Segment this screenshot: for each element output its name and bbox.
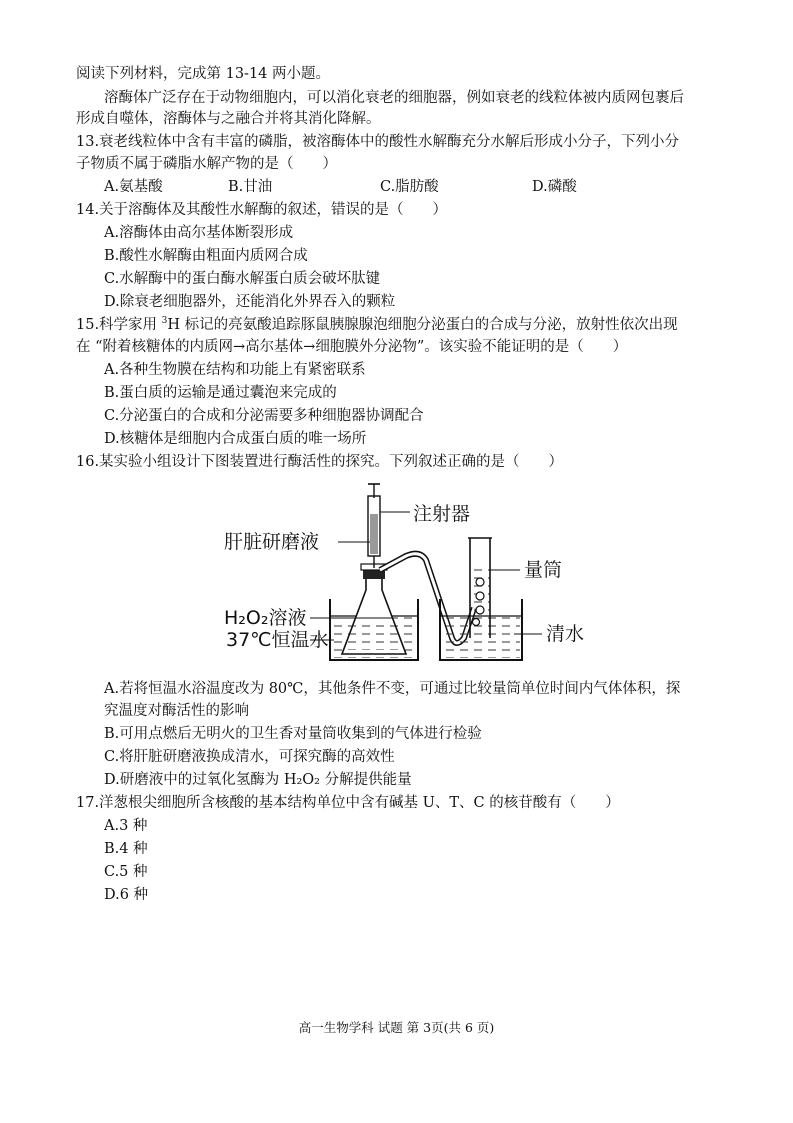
intro-line: 阅读下列材料，完成第 13-14 两小题。 [76,66,331,82]
q15-option-a: A.各种生物膜在结构和功能上有紧密联系 [104,362,366,378]
q14-option-a: A.溶酶体由高尔基体断裂形成 [104,225,294,241]
q17-stem: 17.洋葱根尖细胞所含核酸的基本结构单位中含有碱基 U、T、C 的核苷酸有（ ） [76,795,620,811]
intro-line: 溶酶体广泛存在于动物细胞内，可以消化衰老的细胞器，例如衰老的线粒体被内质网包裹后 [104,90,684,106]
q15-stem: 15.科学家用 $^3$H 标记的亮氨酸追踪豚鼠胰腺腺泡细胞分泌蛋白的合成与分泌，放射性依次出现 [76,316,678,333]
q13-option-c: C.脂肪酸 [380,179,439,195]
q14-option-d: D.除衰老细胞器外，还能消化外界吞入的颗粒 [104,294,396,310]
q16-option-b: B.可用点燃后无明火的卫生香对量筒收集到的气体进行检验 [104,726,482,742]
q17-option-c: C.5 种 [104,864,148,880]
q14-stem: 14.关于溶酶体及其酸性水解酶的叙述，错误的是（ ） [76,202,448,218]
label-water-bath: 37℃恒温水 [226,629,329,651]
q17-option-b: B.4 种 [104,841,148,857]
label-syringe: 注射器 [413,503,471,525]
conical-flask [342,564,406,654]
q17-option-d: D.6 种 [104,887,149,903]
q13-option-d: D.磷酸 [532,179,577,195]
label-cylinder: 量筒 [524,559,563,581]
label-clear-water: 清水 [546,623,585,645]
q14-option-b: B.酸性水解酶由粗面内质网合成 [104,248,308,264]
q15-stem: 在 “附着核糖体的内质网→高尔基体→细胞膜外分泌物”。该实验不能证明的是（ ） [76,339,628,355]
q16-option-a-cont: 究温度对酶活性的影响 [104,703,249,719]
q16-option-c: C.将肝脏研磨液换成清水，可探究酶的高效性 [104,749,395,765]
q13-option-b: B.甘油 [228,179,273,195]
q13-stem: 13.衰老线粒体中含有丰富的磷脂，被溶酶体中的酸性水解酶充分水解后形成小分子，下列小分 [76,134,680,150]
q13-stem: 子物质不属于磷脂水解产物的是（ ） [76,156,337,172]
intro-line: 形成自噬体，溶酶体与之融合并将其消化降解。 [76,111,381,127]
label-liver-homogenate: 肝脏研磨液 [224,531,320,553]
q13-option-a: A.氨基酸 [104,179,163,195]
q14-option-c: C.水解酶中的蛋白酶水解蛋白质会破坏肽键 [104,271,381,287]
q17-option-a: A.3 种 [104,818,148,834]
q15-option-b: B.蛋白质的运输是通过囊泡来完成的 [104,385,337,401]
enzyme-apparatus-diagram [220,478,590,664]
q16-option-d: D.研磨液中的过氧化氢酶为 H₂O₂ 分解提供能量 [104,772,412,788]
q15-option-c: C.分泌蛋白的合成和分泌需要多种细胞器协调配合 [104,408,424,424]
q15-option-d: D.核糖体是细胞内合成蛋白质的唯一场所 [104,431,367,447]
q16-stem: 16.某实验小组设计下图装置进行酶活性的探究。下列叙述正确的是（ ） [76,454,564,470]
page-footer: 高一生物学科 试题 第 3页(共 6 页) [298,1020,495,1035]
label-h2o2-solution: H₂O₂溶液 [224,607,307,629]
q16-option-a: A.若将恒温水浴温度改为 80℃，其他条件不变，可通过比较量筒单位时间内气体体积，探 [104,681,681,697]
